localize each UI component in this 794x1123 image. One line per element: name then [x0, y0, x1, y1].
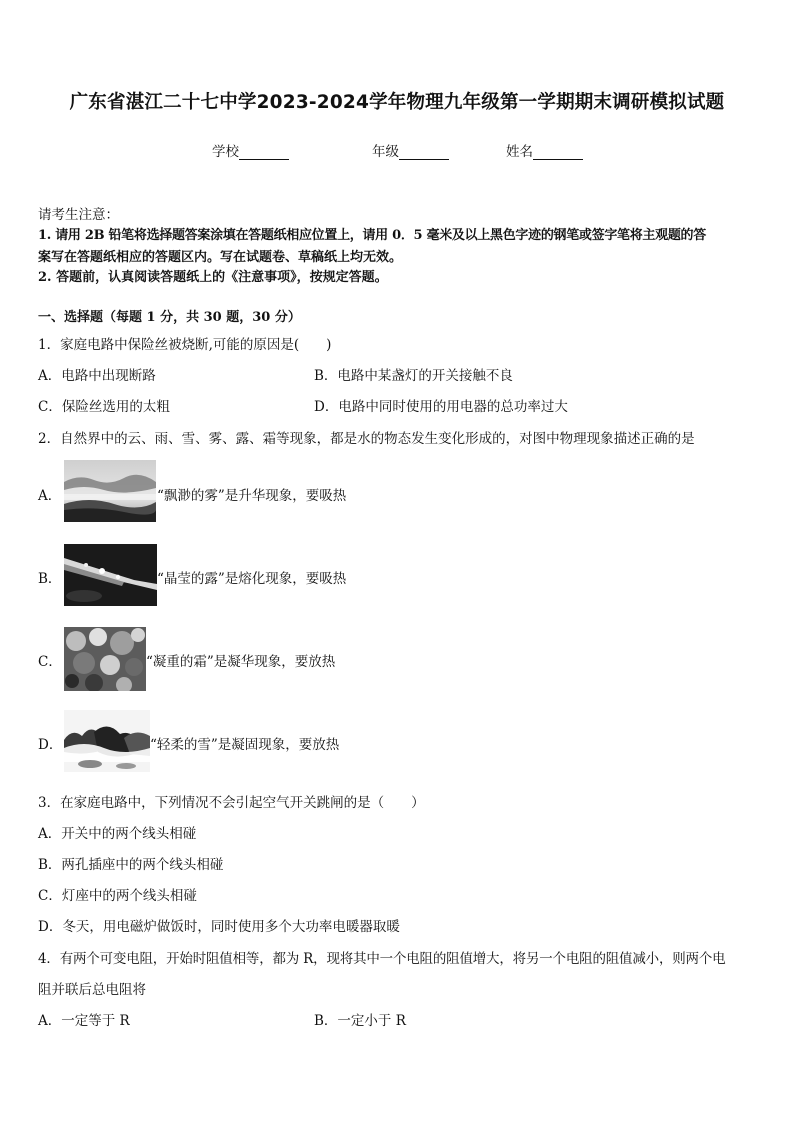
q1-option-c: C．保险丝选用的太粗	[38, 399, 170, 415]
name-blank	[533, 145, 583, 160]
q1-option-a: A．电路中出现断路	[38, 368, 156, 384]
q3-option-b: B．两孔插座中的两个线头相碰	[38, 857, 224, 873]
q2-option-b-text: “晶莹的露”是熔化现象，要吸热	[157, 571, 347, 587]
q2-option-a-label: A．	[38, 488, 62, 504]
q2-option-d-label: D．	[38, 737, 63, 753]
q3-stem: 3．在家庭电路中，下列情况不会引起空气开关跳闸的是（ ）	[38, 795, 425, 811]
name-label: 姓名	[506, 144, 533, 160]
q2-option-c-text: “凝重的霜”是凝华现象，要放热	[146, 654, 336, 670]
q4-option-b: B．一定小于 R	[314, 1013, 406, 1029]
grade-blank	[399, 145, 449, 160]
q4-option-a: A．一定等于 R	[38, 1013, 130, 1029]
q2-option-d-text: “轻柔的雪”是凝固现象，要放热	[150, 737, 340, 753]
snow-image	[64, 710, 150, 772]
dew-image	[64, 544, 157, 606]
q2-option-c-label: C．	[38, 654, 62, 670]
q4-stem-line-2: 阻并联后总电阻将	[38, 982, 146, 998]
school-blank	[239, 145, 289, 160]
school-label: 学校	[212, 144, 239, 160]
grade-field	[372, 140, 449, 160]
frost-image	[64, 627, 146, 691]
q2-option-a-text: “飘渺的雾”是升华现象，要吸热	[157, 488, 347, 504]
q1-stem: 1．家庭电路中保险丝被烧断,可能的原因是( )	[38, 337, 332, 353]
notice-line-1b: 案写在答题纸相应的答题区内。写在试题卷、草稿纸上均无效。	[38, 250, 403, 265]
grade-label: 年级	[372, 144, 399, 160]
q2-option-b-label: B．	[38, 571, 62, 587]
notice-line-2: 2. 答题前，认真阅读答题纸上的《注意事项》，按规定答题。	[38, 270, 388, 285]
q1-option-d: D．电路中同时使用的用电器的总功率过大	[314, 399, 568, 415]
school-field	[212, 140, 289, 160]
q1-option-b: B．电路中某盏灯的开关接触不良	[314, 368, 513, 384]
name-field	[506, 140, 583, 160]
notice-line-1: 1. 请用 2B 铅笔将选择题答案涂填在答题纸相应位置上，请用 0．5 毫米及以上黑色字迹的钢笔或签字笔将主观题的答	[38, 228, 706, 243]
fog-image	[64, 460, 156, 522]
q4-stem-line-1: 4．有两个可变电阻，开始时阻值相等，都为 R，现将其中一个电阻的阻值增大，将另一个电阻的阻值减小，则两个电	[38, 951, 726, 967]
q2-stem: 2．自然界中的云、雨、雪、雾、露、霜等现象，都是水的物态发生变化形成的，对图中物理现象描述正确的是	[38, 431, 695, 447]
q3-option-a: A．开关中的两个线头相碰	[38, 826, 197, 842]
q3-option-c: C．灯座中的两个线头相碰	[38, 888, 197, 904]
q3-option-d: D．冬天，用电磁炉做饭时，同时使用多个大功率电暖器取暖	[38, 919, 400, 935]
section-heading: 一、选择题（每题 1 分，共 30 题，30 分）	[38, 310, 301, 325]
notice-heading: 请考生注意：	[38, 207, 119, 223]
page-title: 广东省湛江二十七中学2023-2024学年物理九年级第一学期期末调研模拟试题	[69, 92, 725, 113]
